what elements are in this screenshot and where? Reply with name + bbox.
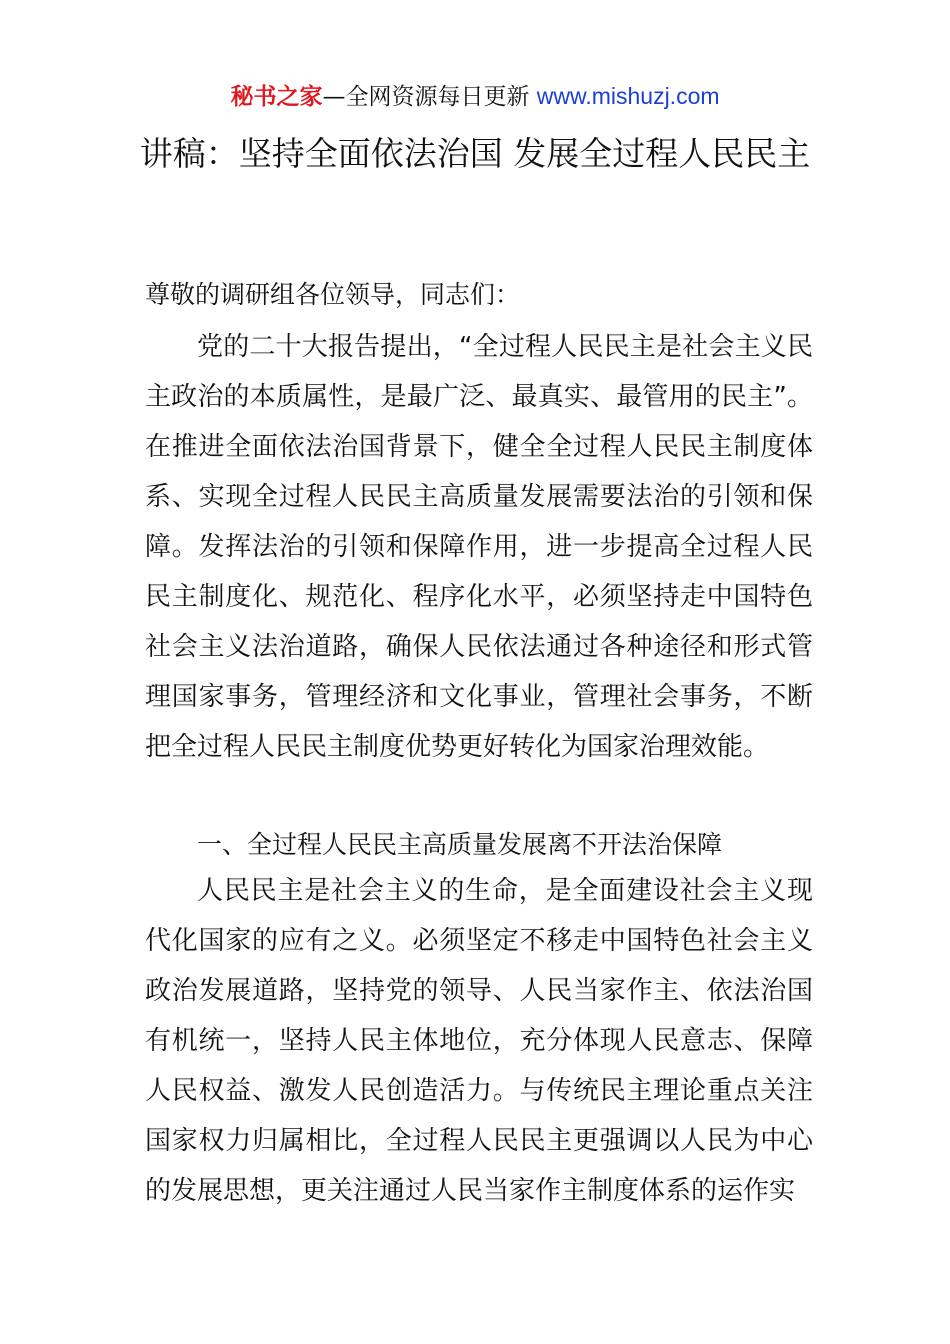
document-title: 讲稿：坚持全面依法治国 发展全过程人民民主 — [139, 134, 811, 173]
section-heading: 一、全过程人民民主高质量发展离不开法治保障 — [197, 830, 723, 859]
site-header — [0, 80, 950, 113]
body-paragraph: 人民民主是社会主义的生命，是全面建设社会主义现代化国家的应有之义。必须坚定不移走中国特色社会主义政治发展道路，坚持党的领导、人民当家作主、依法治国有机统一，坚持人民主体地位，充分体现人民意志、保障人民权益、激发人民创造活力。与传统民主理论重点关注国家权力归属相比，全过程人民民主更强调以人民为中心的发展思想，更关注通过人民当家作主制度体系的运作实 — [145, 876, 813, 1206]
site-url-link[interactable]: www.mishuzj.com — [536, 83, 720, 109]
body-paragraph: 党的二十大报告提出，“全过程人民民主是社会主义民主政治的本质属性，是最广泛、最真实、最管用的民主”。在推进全面依法治国背景下，健全全过程人民民主制度体系、实现全过程人民民主高质量发展需要法治的引领和保障。发挥法治的引领和保障作用，进一步提高全过程人民民主制度化、规范化、程序化水平，必须坚持走中国特色社会主义法治道路，确保人民依法通过各种途径和形式管理国家事务，管理经济和文化事业，管理社会事务，不断把全过程人民民主制度优势更好转化为国家治理效能。 — [145, 332, 813, 762]
brand-name: 秘书之家 — [230, 84, 323, 110]
salutation: 尊敬的调研组各位领导，同志们： — [145, 280, 521, 309]
header-tagline: —全网资源每日更新 — [322, 84, 530, 110]
